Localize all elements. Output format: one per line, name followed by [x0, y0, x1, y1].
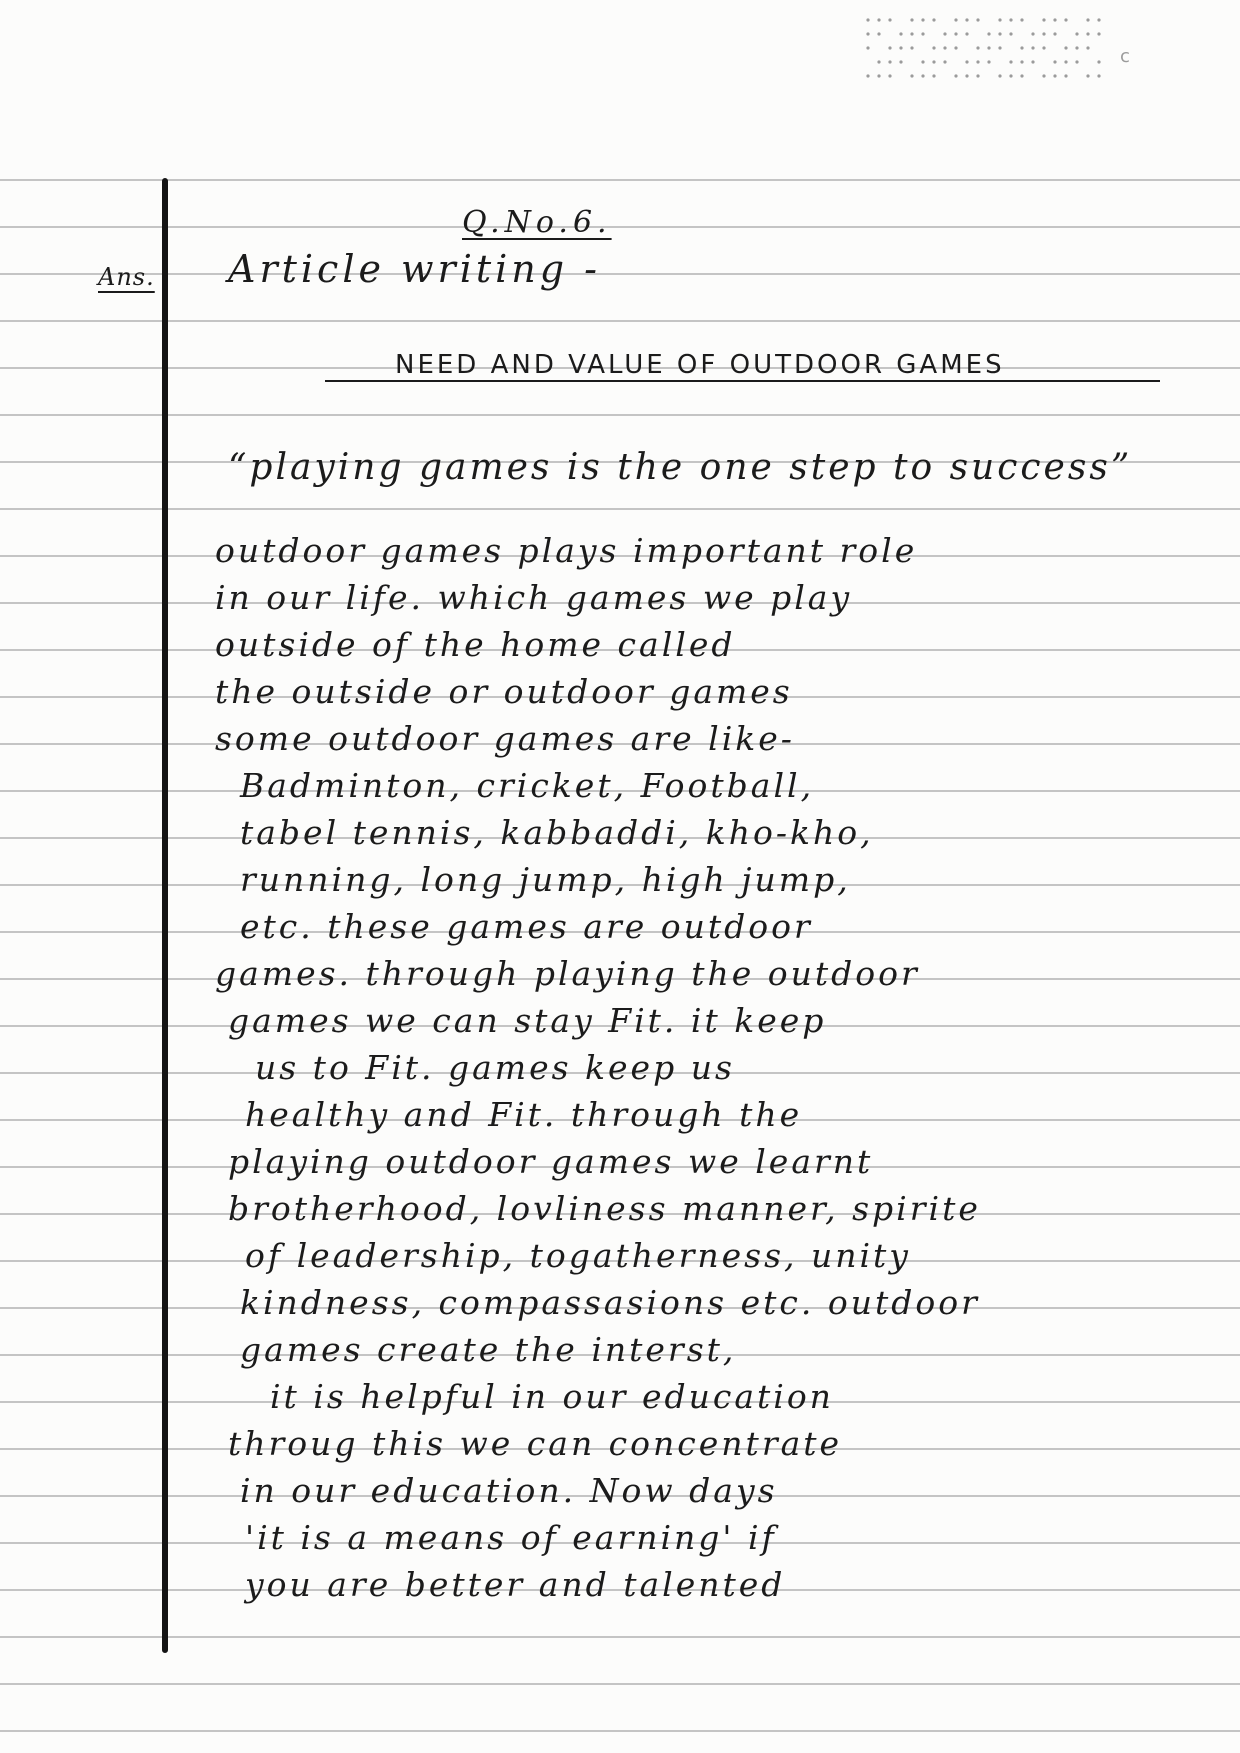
corner-dot — [965, 32, 968, 35]
corner-dot — [976, 60, 979, 63]
svg-text:c: c — [1120, 46, 1130, 67]
corner-dot — [910, 32, 913, 35]
article-line: games we can stay Fit. it keep — [228, 1001, 827, 1040]
article-line: games create the interst, — [240, 1330, 737, 1369]
answer-label: Ans. — [98, 263, 155, 291]
corner-dot — [965, 18, 968, 21]
corner-dot — [1009, 60, 1012, 63]
corner-dot — [1042, 74, 1045, 77]
article-line: etc. these games are outdoor — [240, 907, 813, 946]
corner-dot — [899, 32, 902, 35]
corner-dot — [1009, 32, 1012, 35]
corner-dot — [921, 60, 924, 63]
corner-dot — [998, 46, 1001, 49]
corner-dot — [888, 46, 891, 49]
corner-dot — [1075, 60, 1078, 63]
article-line: kindness, compassasions etc. outdoor — [240, 1283, 980, 1322]
article-line: the outside or outdoor games — [215, 672, 793, 711]
corner-dot — [921, 74, 924, 77]
corner-dot — [987, 60, 990, 63]
corner-dot — [910, 46, 913, 49]
corner-dot — [1064, 74, 1067, 77]
corner-dot — [1064, 18, 1067, 21]
article-line: in our education. Now days — [240, 1471, 778, 1510]
corner-dot — [877, 60, 880, 63]
corner-dot — [965, 60, 968, 63]
article-line: some outdoor games are like- — [215, 719, 795, 758]
corner-dot — [1097, 60, 1100, 63]
corner-dot — [954, 18, 957, 21]
article-line: healthy and Fit. through the — [245, 1095, 803, 1134]
corner-dot — [1086, 32, 1089, 35]
corner-dot — [888, 18, 891, 21]
article-line: tabel tennis, kabbaddi, kho-kho, — [240, 813, 874, 852]
article-type-heading: Article writing - — [228, 247, 602, 291]
article-line: you are better and talented — [245, 1565, 786, 1604]
corner-dot — [1009, 18, 1012, 21]
corner-dot — [877, 32, 880, 35]
corner-dot — [1064, 46, 1067, 49]
corner-dot — [1009, 74, 1012, 77]
corner-dot — [910, 74, 913, 77]
article-line: outside of the home called — [215, 625, 736, 664]
corner-dot — [976, 18, 979, 21]
corner-dot — [943, 60, 946, 63]
page-corner-dot-pattern — [862, 12, 1132, 90]
corner-dot — [998, 32, 1001, 35]
corner-dot — [998, 18, 1001, 21]
corner-dot — [954, 46, 957, 49]
corner-dot — [1020, 74, 1023, 77]
article-line: us to Fit. games keep us — [255, 1048, 735, 1087]
margin-line — [162, 178, 168, 1653]
corner-dot — [1097, 32, 1100, 35]
corner-dot — [1031, 60, 1034, 63]
corner-dot — [921, 18, 924, 21]
article-line: 'it is a means of earning' if — [245, 1518, 777, 1557]
article-line: running, long jump, high jump, — [240, 860, 851, 899]
corner-dot — [932, 46, 935, 49]
corner-dot — [1075, 32, 1078, 35]
article-line: throug this we can concentrate — [228, 1424, 843, 1463]
corner-dot — [921, 32, 924, 35]
corner-dot — [954, 74, 957, 77]
corner-dot — [1042, 18, 1045, 21]
question-number: Q.No.6. — [462, 205, 612, 240]
article-line: in our life. which games we play — [215, 578, 853, 617]
corner-dot — [998, 74, 1001, 77]
corner-dot — [1042, 32, 1045, 35]
corner-dot — [932, 60, 935, 63]
corner-dot — [943, 46, 946, 49]
article-line: games. through playing the outdoor — [215, 954, 920, 993]
corner-dot — [888, 60, 891, 63]
article-line: of leadership, togatherness, unity — [245, 1236, 911, 1275]
corner-dot — [899, 46, 902, 49]
corner-dot — [965, 74, 968, 77]
corner-dot — [888, 74, 891, 77]
article-line: it is helpful in our education — [270, 1377, 834, 1416]
corner-dot — [1031, 32, 1034, 35]
corner-dot — [987, 32, 990, 35]
corner-dot — [954, 32, 957, 35]
article-line: Badminton, cricket, Football, — [240, 766, 815, 805]
corner-dot — [1086, 18, 1089, 21]
article-title: NEED AND VALUE OF OUTDOOR GAMES — [395, 350, 1005, 380]
corner-dot — [987, 46, 990, 49]
corner-dot — [866, 32, 869, 35]
corner-dot — [1053, 32, 1056, 35]
corner-dot — [1097, 74, 1100, 77]
corner-dot — [1053, 18, 1056, 21]
corner-dot — [1020, 60, 1023, 63]
corner-dot — [1086, 74, 1089, 77]
corner-dot — [866, 46, 869, 49]
corner-dot — [877, 18, 880, 21]
corner-dot — [1020, 18, 1023, 21]
corner-dot — [899, 60, 902, 63]
corner-dot — [932, 18, 935, 21]
corner-dot — [1097, 18, 1100, 21]
article-line: outdoor games plays important role — [215, 531, 918, 570]
corner-dot — [877, 74, 880, 77]
corner-dot — [1053, 60, 1056, 63]
corner-dot — [910, 18, 913, 21]
corner-dot — [1053, 74, 1056, 77]
corner-dot — [943, 32, 946, 35]
corner-dot — [1064, 60, 1067, 63]
article-line: brotherhood, lovliness manner, spirite — [228, 1189, 981, 1228]
corner-dot — [866, 18, 869, 21]
title-underline — [325, 380, 1160, 382]
corner-dot — [866, 74, 869, 77]
corner-dot — [976, 74, 979, 77]
corner-dot — [1031, 46, 1034, 49]
corner-dot — [1020, 46, 1023, 49]
opening-quote: “playing games is the one step to success” — [228, 447, 1133, 488]
article-line: playing outdoor games we learnt — [228, 1142, 874, 1181]
corner-dot — [976, 46, 979, 49]
corner-dot — [1086, 46, 1089, 49]
corner-dot — [1075, 46, 1078, 49]
corner-dot — [932, 74, 935, 77]
corner-dot — [1042, 46, 1045, 49]
